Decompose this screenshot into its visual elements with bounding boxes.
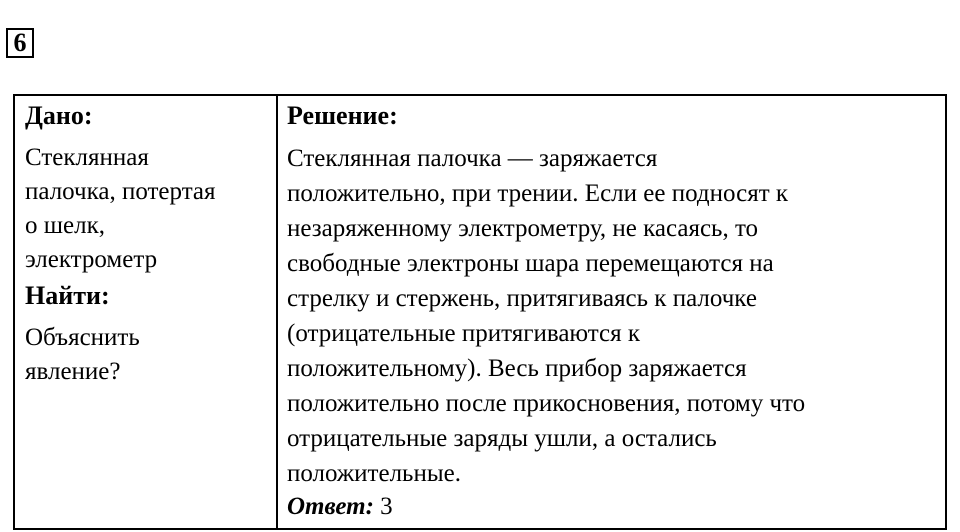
problem-table: [13, 94, 947, 530]
given-line: о шелк,: [25, 212, 105, 239]
answer-label: Ответ:: [287, 493, 374, 520]
solution-line: стрелку и стержень, притягиваясь к палочке: [287, 285, 757, 312]
solution-line: Стеклянная палочка — заряжается: [287, 145, 658, 172]
answer-value: 3: [380, 493, 393, 520]
solution-line: свободные электроны шара перемещаются на: [287, 250, 774, 277]
solution-line: положительно, при трении. Если ее подносят к: [287, 180, 789, 207]
solution-heading: Решение:: [287, 101, 398, 130]
solution-column: [278, 96, 945, 528]
given-line: палочка, потертая: [25, 178, 216, 205]
solution-line: отрицательные заряды ушли, а остались: [287, 425, 717, 452]
given-column: [15, 96, 278, 528]
find-heading: Найти:: [25, 281, 110, 310]
solution-line: (отрицательные притягиваются к: [287, 320, 640, 347]
solution-line: положительному). Весь прибор заряжается: [287, 355, 747, 382]
solution-line: незаряженному электрометру, не касаясь, то: [287, 215, 759, 242]
answer-line: [287, 491, 945, 523]
task-number: 6: [13, 28, 27, 57]
given-line: электрометр: [25, 246, 158, 273]
find-line: явление?: [25, 358, 121, 385]
solution-line: положительно после прикосновения, потому что: [287, 390, 806, 417]
given-line: Стеклянная: [25, 144, 149, 171]
given-heading: Дано:: [25, 101, 93, 130]
find-line: Объяснить: [25, 324, 140, 351]
task-number-box: [6, 28, 34, 58]
solution-line: положительные.: [287, 460, 461, 487]
